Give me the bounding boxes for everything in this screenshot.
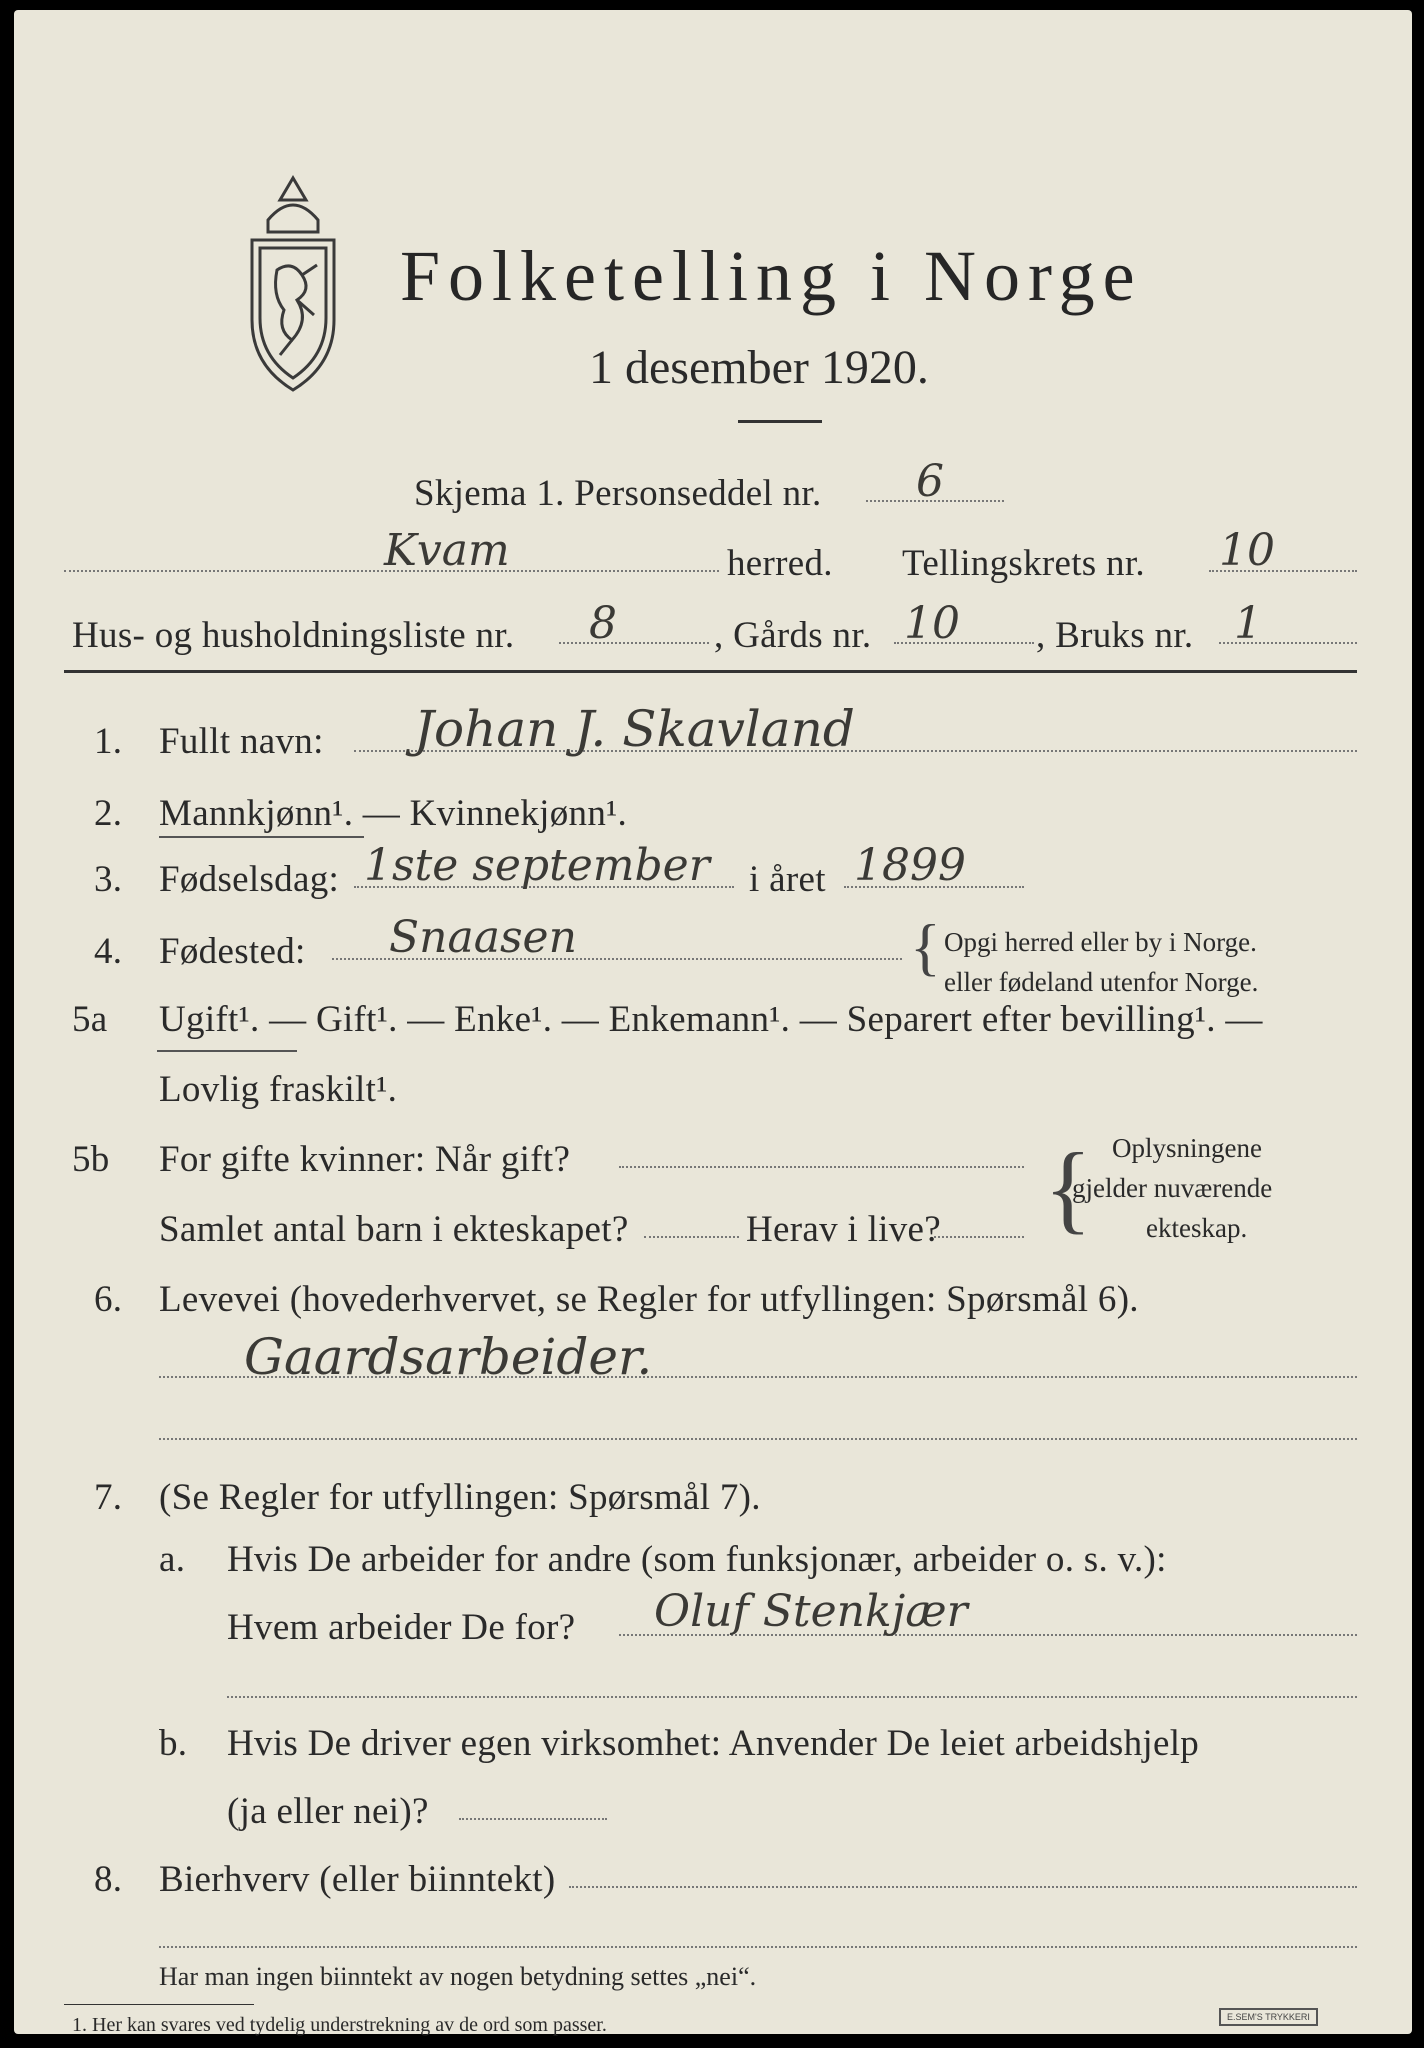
q1-full-name: Johan J. Skavland: [414, 700, 855, 758]
q7a-employer-label: Hvem arbeider De for?: [227, 1607, 576, 1648]
q7b-label: (ja eller nei)?: [227, 1791, 429, 1832]
tellingskrets-label: Tellingskrets nr.: [902, 543, 1145, 584]
q6-label: Levevei (hovederhvervet, se Regler for utfyllingen: Spørsmål 6).: [159, 1279, 1139, 1320]
q5b-note-2: gjelder nuværende: [1072, 1173, 1273, 1203]
census-form: [14, 10, 1412, 2034]
q2-underline-mannkjonn: [159, 836, 364, 838]
q4-label: Fødested:: [159, 931, 306, 972]
q5b-married-line: [619, 1166, 1024, 1168]
q7b-question: Hvis De driver egen virksomhet: Anvender De leiet arbeidshjelp: [227, 1723, 1200, 1764]
q7b-letter: b.: [159, 1723, 188, 1764]
footnote-divider: [64, 2004, 254, 2005]
q2-number: 2.: [94, 793, 123, 834]
footnote: 1. Her kan svares ved tydelig understrekning av de ord som passer.: [72, 2014, 607, 2036]
q3-birthday: 1ste september: [364, 840, 710, 891]
q8-number: 8.: [94, 1859, 123, 1900]
q6-occupation: Gaardsarbeider.: [244, 1328, 653, 1386]
form-date: 1 desember 1920.: [589, 341, 929, 394]
q7a-employer: Oluf Stenkjær: [654, 1586, 968, 1637]
q2-gender-options: Mannkjønn¹. — Kvinnekjønn¹.: [159, 793, 628, 834]
printer-stamp: E.SEM'S TRYKKERI: [1219, 2008, 1318, 2026]
q5b-children-line: [644, 1236, 739, 1238]
herred-value: Kvam: [384, 525, 510, 576]
q8-label: Bierhverv (eller biinntekt): [159, 1859, 556, 1900]
herred-label: herred.: [727, 543, 833, 584]
q8-line: [569, 1886, 1357, 1888]
q5b-alive-label: Herav i live?: [746, 1209, 941, 1250]
q3-year-label: i året: [749, 859, 826, 900]
q5b-children-label: Samlet antal barn i ekteskapet?: [159, 1209, 629, 1250]
q6-number: 6.: [94, 1279, 123, 1320]
q5a-options: Ugift¹. — Gift¹. — Enke¹. — Enkemann¹. — Separert efter bevilling¹. —: [159, 999, 1263, 1040]
q5b-note-3: ekteskap.: [1146, 1213, 1248, 1243]
form-title: Folketelling i Norge: [400, 236, 1143, 316]
q3-number: 3.: [94, 859, 123, 900]
q5b-brace: {: [1044, 1132, 1092, 1243]
q7-label: (Se Regler for utfyllingen: Spørsmål 7).: [159, 1477, 761, 1518]
husliste-label: Hus- og husholdningsliste nr.: [72, 615, 515, 656]
q7-number: 7.: [94, 1477, 123, 1518]
q5b-alive-line: [934, 1236, 1024, 1238]
q5b-married-label: For gifte kvinner: Når gift?: [159, 1139, 571, 1180]
q5a-options-line2: Lovlig fraskilt¹.: [159, 1069, 398, 1110]
bruks-label: , Bruks nr.: [1036, 615, 1194, 656]
q5b-number: 5b: [72, 1139, 110, 1180]
q6-line-1: [159, 1376, 1357, 1378]
title-divider: [738, 420, 822, 423]
q4-note-line1: Opgi herred eller by i Norge.: [944, 927, 1257, 957]
bruks-value: 1: [1234, 598, 1262, 649]
q3-label: Fødselsdag:: [159, 859, 340, 900]
q7b-line: [459, 1818, 607, 1820]
q4-birthplace: Snaasen: [389, 912, 577, 963]
q5a-underline-ugift: [157, 1050, 297, 1052]
q4-number: 4.: [94, 931, 123, 972]
q6-line-2: [159, 1438, 1357, 1440]
husliste-line: [559, 642, 709, 644]
skjema-label: Skjema 1. Personseddel nr.: [414, 473, 822, 514]
tellingskrets-value: 10: [1219, 525, 1275, 576]
q7a-extra-line: [227, 1696, 1357, 1698]
personseddel-value: 6: [916, 456, 944, 507]
q7a-question: Hvis De arbeider for andre (som funksjonær, arbeider o. s. v.):: [227, 1539, 1167, 1580]
q1-number: 1.: [94, 721, 123, 762]
q5b-note-1: Oplysningene: [1112, 1133, 1262, 1163]
q3-year: 1899: [854, 840, 966, 891]
header-divider: [64, 670, 1357, 673]
husliste-value: 8: [589, 598, 617, 649]
coat-of-arms-icon: [232, 170, 354, 395]
gards-value: 10: [904, 598, 960, 649]
q7a-letter: a.: [159, 1539, 186, 1580]
q5a-number: 5a: [72, 999, 108, 1040]
q8-extra-line: [159, 1946, 1357, 1948]
gards-label: , Gårds nr.: [714, 615, 872, 656]
footer-note: Har man ingen biinntekt av nogen betydning settes „nei“.: [159, 1962, 757, 1991]
q1-label: Fullt navn:: [159, 721, 324, 762]
q4-brace: {: [910, 911, 941, 982]
q4-note-line2: eller fødeland utenfor Norge.: [944, 967, 1259, 997]
